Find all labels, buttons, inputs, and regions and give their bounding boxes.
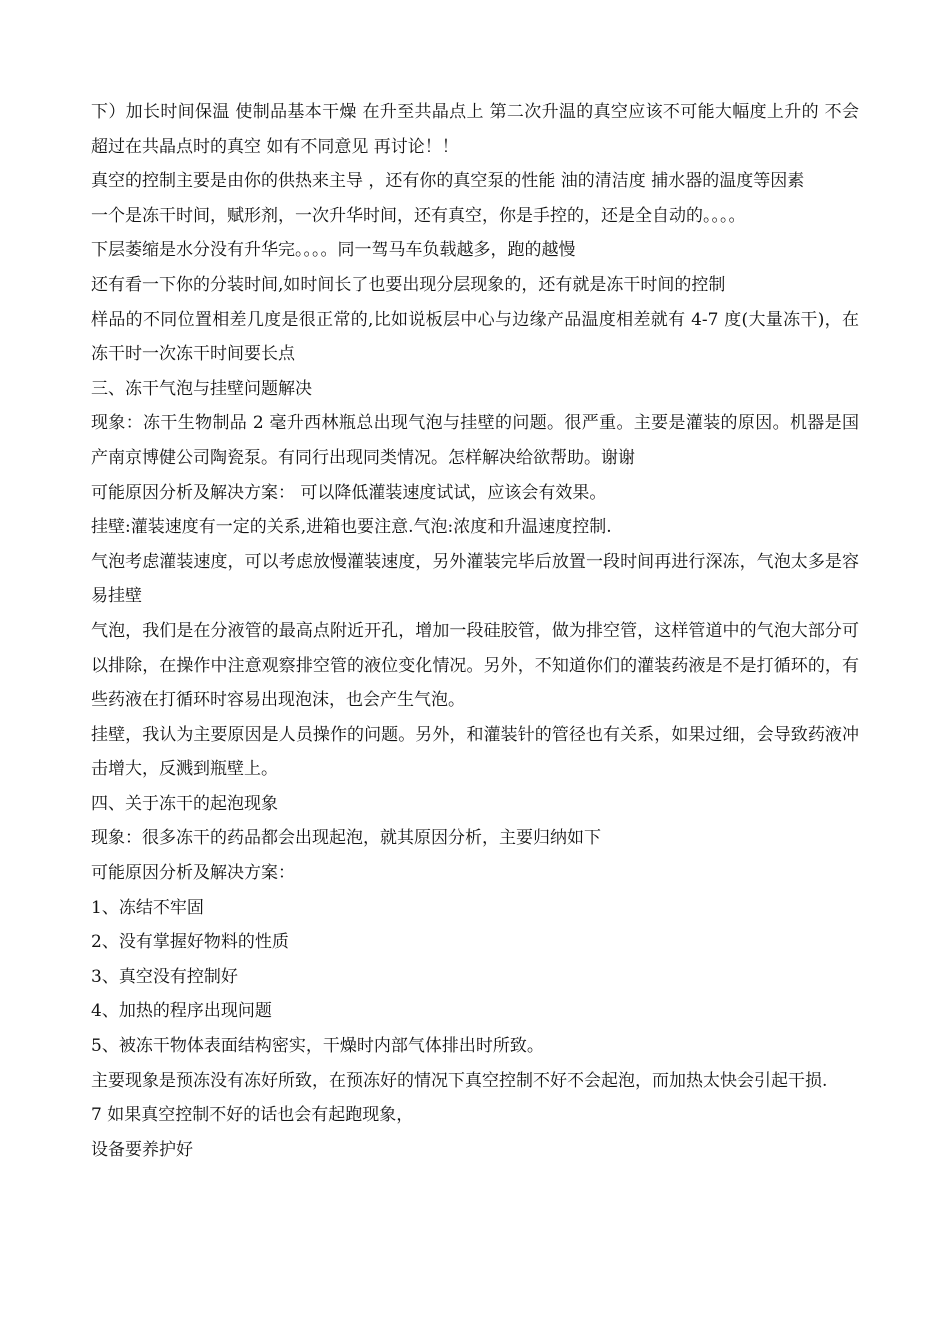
paragraph-3: 一个是冻干时间，赋形剂，一次升华时间，还有真空，你是手控的，还是全自动的。。。。 [91, 205, 746, 226]
list-item-1: 1、冻结不牢固 [91, 897, 204, 918]
list-item-2: 2、没有掌握好物料的性质 [91, 932, 289, 953]
paragraph-6: 样品的不同位置相差几度是很正常的,比如说板层中心与边缘产品温度相差就有 4-7 度(大量冻干)，在冻干时一次冻干时间要长点 [91, 309, 859, 365]
paragraph-5: 还有看一下你的分装时间,如时间长了也要出现分层现象的，还有就是冻干时间的控制 [91, 274, 726, 295]
section-heading-4: 四、关于冻干的起泡现象 [91, 793, 278, 814]
list-item-4: 4、加热的程序出现问题 [91, 1001, 272, 1022]
paragraph-15: 现象：很多冻干的药品都会出现起泡，就其原因分析，主要归纳如下 [91, 828, 601, 849]
paragraph-4: 下层萎缩是水分没有升华完。。。。同一驾马车负载越多，跑的越慢 [91, 240, 576, 261]
list-item-3: 3、真空没有控制好 [91, 966, 238, 987]
document-body [91, 95, 859, 1167]
paragraph-11: 气泡考虑灌装速度，可以考虑放慢灌装速度，另外灌装完毕后放置一段时间再进行深冻，气泡太多是容易挂壁 [91, 551, 859, 607]
paragraph-22: 主要现象是预冻没有冻好所致，在预冻好的情况下真空控制不好不会起泡，而加热太快会引起干损. [91, 1070, 828, 1091]
paragraph-9: 可能原因分析及解决方案： 可以降低灌装速度试试，应该会有效果。 [91, 482, 607, 503]
paragraph-1: 下）加长时间保温 使制品基本干燥 在升至共晶点上 第二次升温的真空应该不可能大幅度上升的 不会超过在共晶点时的真空 如有不同意见 再讨论！！ [91, 102, 859, 157]
paragraph-2: 真空的控制主要是由你的供热来主导 ，还有你的真空泵的性能 油的清洁度 捕水器的温度等因素 [91, 171, 805, 192]
paragraph-8: 现象：冻干生物制品 2 毫升西林瓶总出现气泡与挂壁的问题。很严重。主要是灌装的原因。机器是国产南京博健公司陶瓷泵。有同行出现同类情况。怎样解决给欲帮助。谢谢 [91, 413, 859, 468]
paragraph-23: 7 如果真空控制不好的话也会有起跑现象， [91, 1105, 414, 1126]
paragraph-24: 设备要养护好 [91, 1139, 193, 1160]
paragraph-12: 气泡，我们是在分液管的最高点附近开孔，增加一段硅胶管，做为排空管，这样管道中的气泡大部分可以排除，在操作中注意观察排空管的液位变化情况。另外，不知道你们的灌装药液是不是打循环的，有些药液在打循环时容易出现泡沫，也会产生气泡。 [91, 620, 859, 711]
paragraph-13: 挂壁，我认为主要原因是人员操作的问题。另外，和灌装针的管径也有关系，如果过细，会导致药液冲击增大，反溅到瓶壁上。 [91, 724, 859, 780]
paragraph-10: 挂壁:灌装速度有一定的关系,进箱也要注意.气泡:浓度和升温速度控制. [91, 517, 612, 538]
list-item-5: 5、被冻干物体表面结构密实，干燥时内部气体排出时所致。 [91, 1036, 544, 1057]
paragraph-16: 可能原因分析及解决方案： [91, 863, 295, 884]
section-heading-3: 三、冻干气泡与挂壁问题解决 [91, 378, 312, 399]
